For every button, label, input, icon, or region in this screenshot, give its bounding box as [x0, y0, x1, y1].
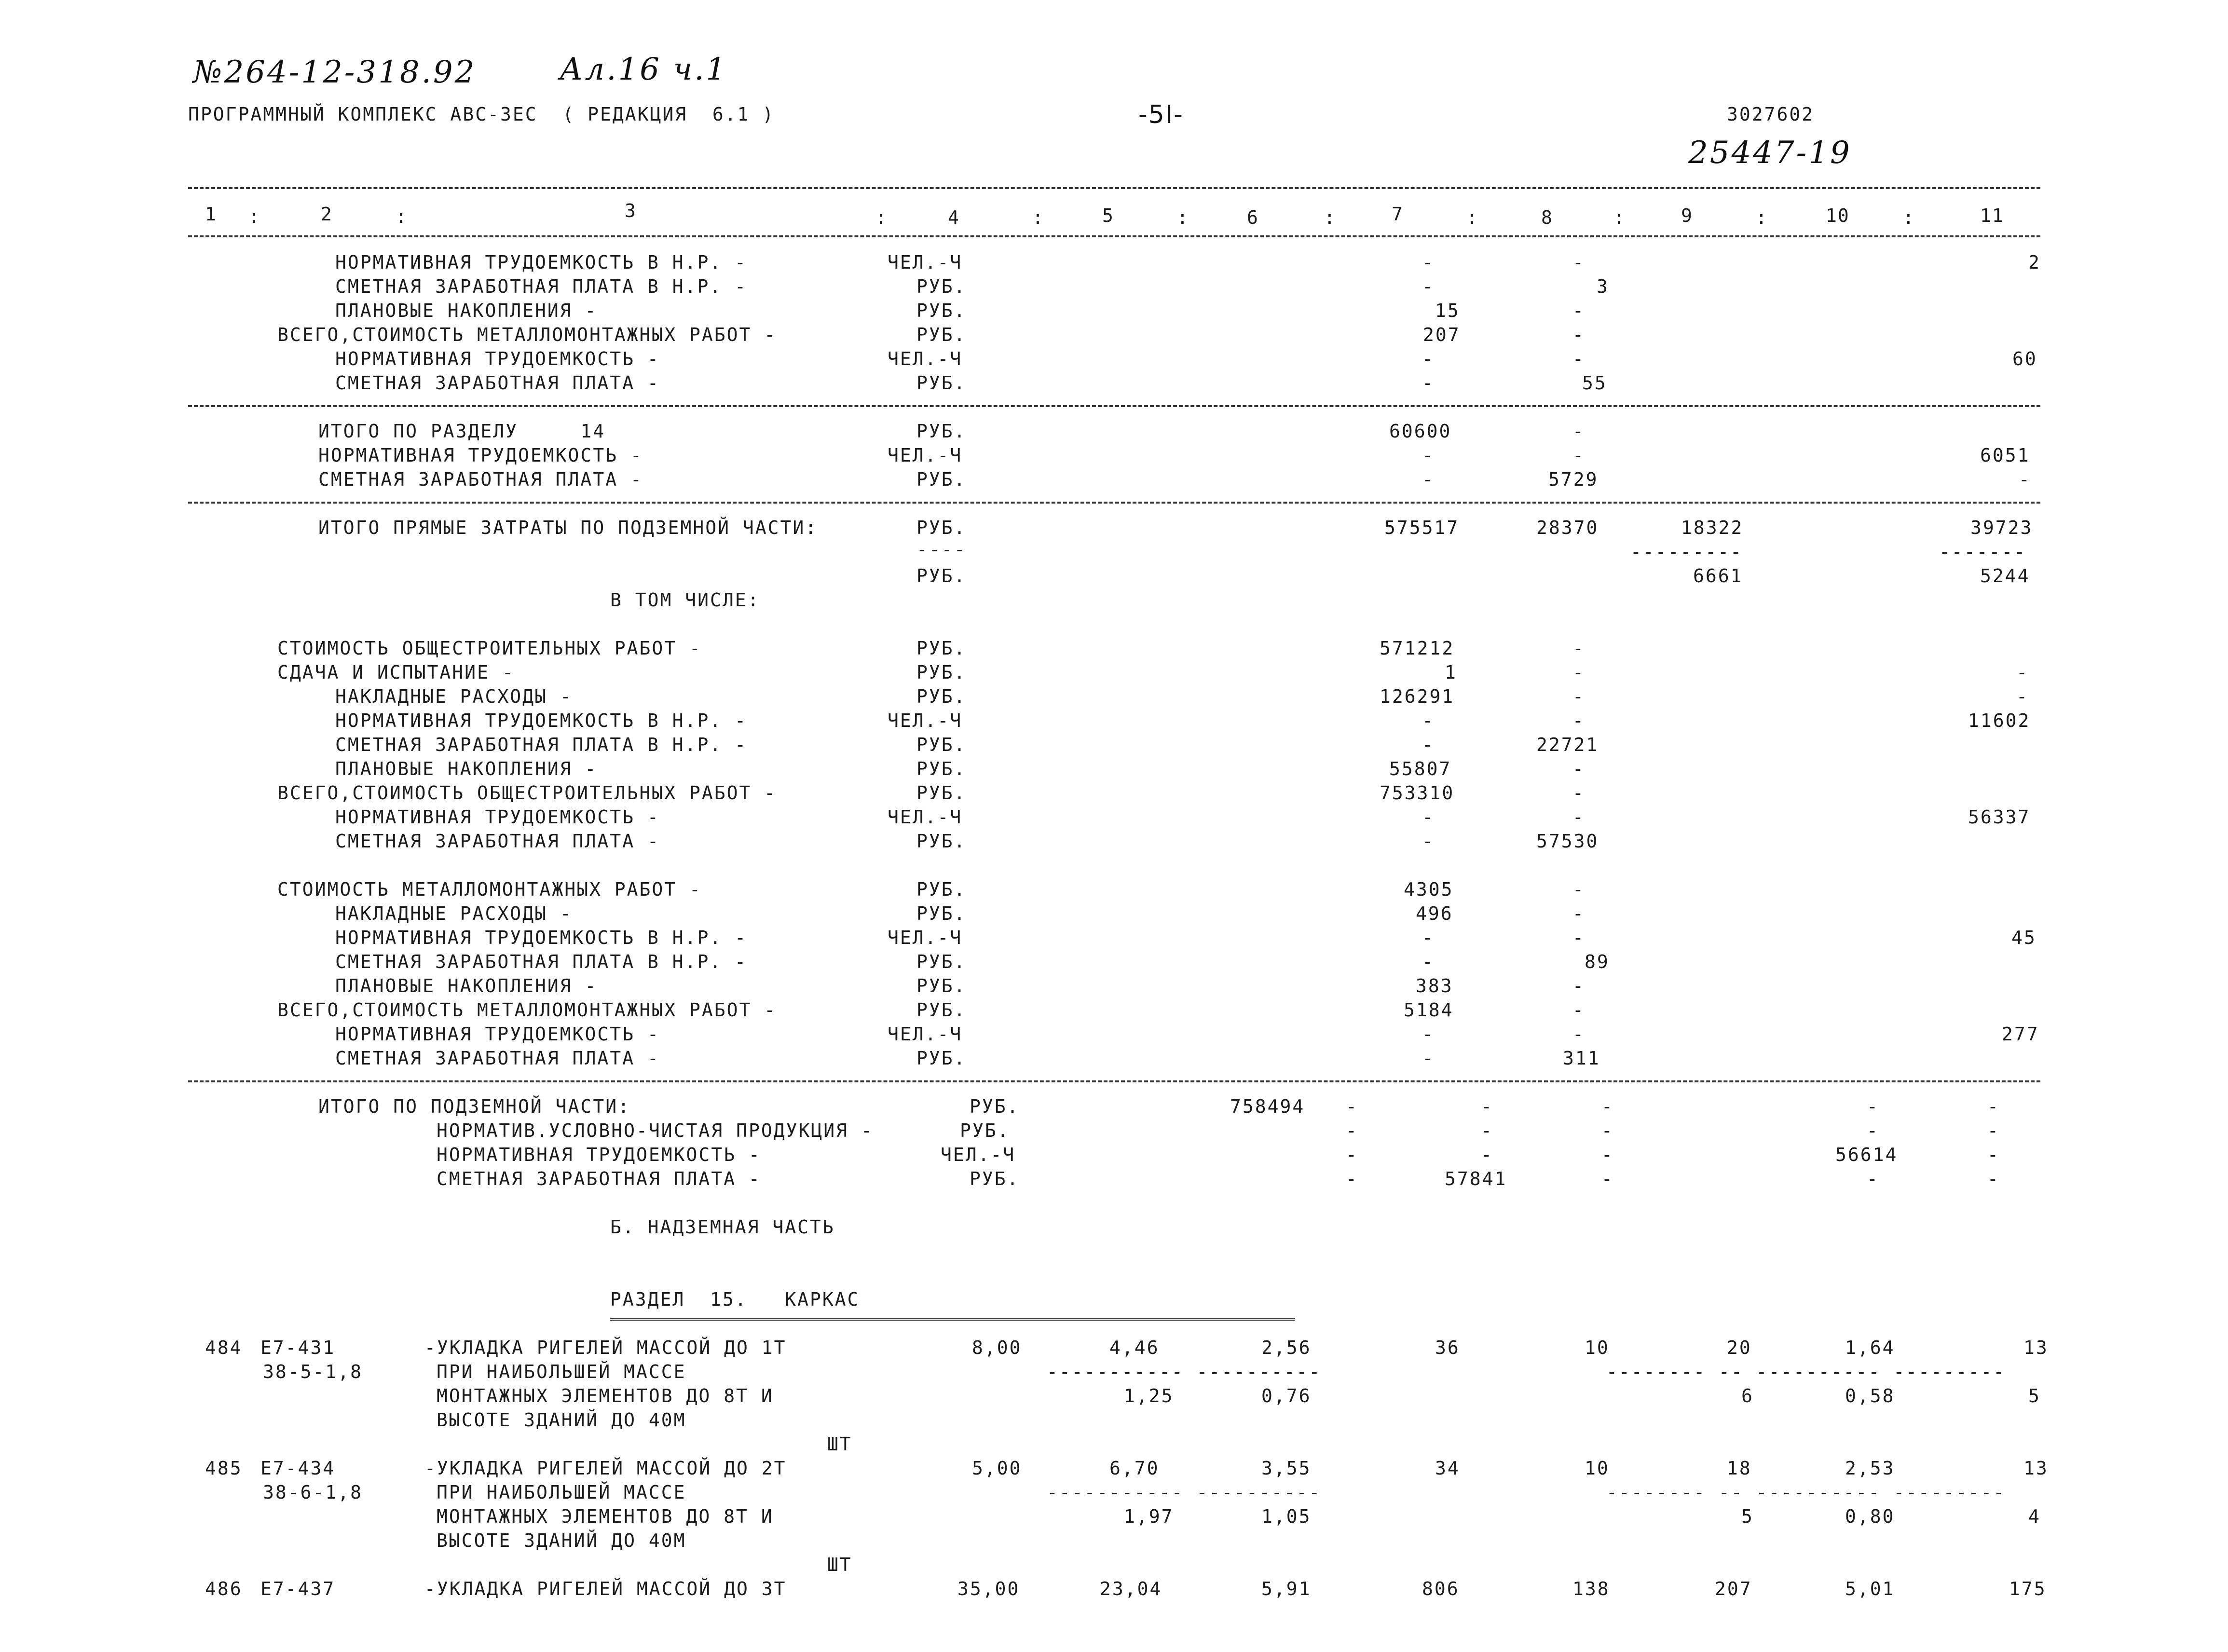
cell-c8: -	[1572, 879, 1585, 900]
unit: РУБ.	[916, 999, 967, 1021]
unit: РУБ.	[916, 1048, 967, 1069]
cell-c8: 5729	[1548, 469, 1599, 490]
cell-c8: -	[1572, 710, 1585, 731]
unit: ЧЕЛ.-Ч	[888, 806, 963, 828]
cell-c8: 57841	[1445, 1168, 1507, 1189]
cell-c8: -	[1572, 445, 1585, 466]
row-label: НОРМАТИВНАЯ ТРУДОЕМКОСТЬ В Н.Р. -	[335, 252, 747, 273]
row-label: ПЛАНОВЫЕ НАКОПЛЕНИЯ -	[335, 300, 598, 321]
cell-c7: 1	[1445, 662, 1457, 683]
cell-c7: 36	[1435, 1337, 1460, 1358]
cell-c5: 6,70	[1109, 1458, 1160, 1479]
cell-c8: 311	[1563, 1048, 1600, 1069]
cell-c8: 89	[1585, 951, 1610, 972]
cell-c11: 5	[2028, 1385, 2041, 1406]
cell-c7: -	[1422, 445, 1435, 466]
col-9: 9	[1681, 205, 1693, 226]
cell-c8: -	[1572, 1024, 1585, 1045]
cell-c7: 4305	[1404, 879, 1454, 900]
unit: РУБ.	[916, 517, 967, 538]
cell-c7: -	[1422, 469, 1435, 490]
row-label: ВСЕГО,СТОИМОСТЬ МЕТАЛЛОМОНТАЖНЫХ РАБОТ -	[277, 324, 777, 345]
cell-c11: 175	[2009, 1578, 2047, 1599]
cell-c7: 5184	[1404, 999, 1454, 1021]
row-label: НОРМАТИВНАЯ ТРУДОЕМКОСТЬ -	[335, 348, 660, 369]
cell-c8: -	[1572, 252, 1585, 273]
row-label: СМЕТНАЯ ЗАРАБОТНАЯ ПЛАТА -	[335, 372, 660, 394]
item-unit: ШТ	[827, 1434, 852, 1455]
cell-c10: 56614	[1835, 1144, 1898, 1165]
row-label: НОРМАТИВНАЯ ТРУДОЕМКОСТЬ -	[335, 806, 660, 828]
handwritten-album: Ал.16 ч.1	[560, 52, 728, 87]
cell-c8: 138	[1572, 1578, 1610, 1599]
col-1: 1	[205, 204, 217, 225]
cell-c7: -	[1422, 734, 1435, 755]
cell-c6: 0,76	[1261, 1385, 1312, 1406]
cell-c8: 10	[1585, 1458, 1610, 1479]
row-label: НОРМАТИВНАЯ ТРУДОЕМКОСТЬ В Н.Р. -	[335, 710, 747, 731]
handwritten-number: 25447-19	[1688, 135, 1852, 171]
cell-c11: -	[2016, 662, 2029, 683]
cell-c9: 18	[1727, 1458, 1752, 1479]
cell-c4: 8,00	[972, 1337, 1022, 1358]
cell-c9: 20	[1727, 1337, 1752, 1358]
document-code: 3027602	[1727, 104, 1815, 125]
cell-c8: -	[1572, 782, 1585, 804]
item-code: Е7-437	[260, 1578, 336, 1599]
item-number: 486	[205, 1578, 243, 1599]
cell-c11: 277	[2002, 1024, 2039, 1045]
cell-c11: 60	[2012, 348, 2037, 369]
cell-c9: 5	[1741, 1506, 1754, 1527]
cell-c8: -	[1572, 324, 1585, 345]
cell-c9: 18322	[1681, 517, 1744, 538]
double-rule	[610, 1318, 1295, 1321]
row-label: ПЛАНОВЫЕ НАКОПЛЕНИЯ -	[335, 975, 598, 997]
cell-c8: 22721	[1536, 734, 1599, 755]
unit: ЧЕЛ.-Ч	[888, 927, 963, 948]
cell-c8: -	[1572, 806, 1585, 828]
cell-c7: -	[1422, 710, 1435, 731]
cell-c8: -	[1572, 903, 1585, 924]
cell-c7: -	[1422, 927, 1435, 948]
row-label: НОРМАТИВНАЯ ТРУДОЕМКОСТЬ -	[335, 1024, 660, 1045]
cell-c10: 0,58	[1845, 1385, 1895, 1406]
unit: РУБ.	[916, 831, 967, 852]
unit: РУБ.	[916, 734, 967, 755]
col-8: 8	[1541, 207, 1553, 228]
row-label: ИТОГО ПО ПОДЗЕМНОЙ ЧАСТИ:	[318, 1096, 630, 1117]
cell-c11: 13	[2023, 1458, 2049, 1479]
cell-c5: 4,46	[1109, 1337, 1160, 1358]
col-4: 4	[948, 207, 960, 228]
cell-c7: 575517	[1384, 517, 1460, 538]
item-description: ВЫСОТЕ ЗДАНИЙ ДО 40М	[437, 1409, 686, 1431]
item-unit: ШТ	[827, 1554, 852, 1575]
row-label: НОРМАТИВ.УСЛОВНО-ЧИСТАЯ ПРОДУКЦИЯ -	[437, 1120, 874, 1141]
cell-c7: -	[1422, 276, 1435, 297]
cell-c8: 55	[1582, 372, 1607, 394]
cell-c9: 207	[1715, 1578, 1752, 1599]
cell-c7: 496	[1416, 903, 1453, 924]
row-label: ИТОГО ПО РАЗДЕЛУ 14	[318, 421, 606, 442]
cell-c7: 753310	[1380, 782, 1455, 804]
cell-c8: 10	[1585, 1337, 1610, 1358]
unit: ЧЕЛ.-Ч	[888, 445, 963, 466]
cell-c11: 11602	[1968, 710, 2031, 731]
cell-c7: -	[1422, 806, 1435, 828]
cell-c8: -	[1572, 300, 1585, 321]
cell-c10: 5,01	[1845, 1578, 1895, 1599]
cell-c8: -	[1572, 758, 1585, 779]
cell-c7: 34	[1435, 1458, 1460, 1479]
cell-c6: 1,05	[1261, 1506, 1312, 1527]
cell-c6: 2,56	[1261, 1337, 1312, 1358]
cell-c11: -	[2019, 469, 2031, 490]
col-3: 3	[625, 200, 637, 221]
page-number: -5I-	[1138, 100, 1184, 129]
row-label: ВСЕГО,СТОИМОСТЬ МЕТАЛЛОМОНТАЖНЫХ РАБОТ -	[277, 999, 777, 1021]
unit: РУБ.	[916, 879, 967, 900]
cell-c8: -	[1572, 999, 1585, 1021]
cell-c6: 758494	[1230, 1096, 1305, 1117]
col-2: 2	[321, 204, 333, 225]
unit: РУБ.	[916, 638, 967, 659]
cell-c11: 2	[2028, 252, 2041, 273]
cell-c11: 5244	[1980, 565, 2030, 587]
cell-c8: -	[1572, 662, 1585, 683]
cell-c10: 0,80	[1845, 1506, 1895, 1527]
item-code: Е7-434	[260, 1458, 336, 1479]
cell-c11: 45	[2011, 927, 2037, 948]
cell-c11: 6051	[1980, 445, 2030, 466]
cell-c8: -	[1572, 975, 1585, 997]
row-label: СМЕТНАЯ ЗАРАБОТНАЯ ПЛАТА -	[335, 831, 660, 852]
unit: РУБ.	[916, 975, 967, 997]
document-page: №264-12-318.92 Ал.16 ч.1 ПРОГРАММНЫЙ КОМПЛЕКС АВС-3ЕС ( РЕДАКЦИЯ 6.1 ) -5I- 3027602 25447-19 1 2 3 4 5 6 7 8 9 10 11 : : : : : : : : : : НОРМАТИВНАЯ ТРУДОЕМКОСТЬ В Н.Р. - СМЕТНАЯ ЗАРАБОТНАЯ ПЛАТА В Н.Р. - ПЛАНОВЫЕ НАКОПЛЕНИЯ - ВСЕГО,СТОИМОСТЬ МЕТАЛЛОМОНТАЖНЫХ РАБОТ - НОРМАТИВНАЯ ТРУДОЕМКОСТЬ - СМЕТНАЯ ЗАРАБОТНАЯ ПЛАТА - ЧЕЛ.-Ч РУБ. РУБ. РУБ. ЧЕЛ.-Ч РУБ. - - 15 207 - - - 3 - - - 55 2 60 ИТОГО ПО РАЗДЕЛУ 14 НОРМАТИВНАЯ ТРУДОЕМКОСТЬ - СМЕТНАЯ ЗАРАБОТНАЯ ПЛАТА - РУБ. ЧЕЛ.-Ч РУБ. 60600 - - - - 5729 6051 - ИТОГО ПРЯМЫЕ ЗАТРАТЫ ПО ПОДЗЕМНОЙ ЧАСТИ: РУБ. ---- 575517 28370 18322 --------- 39723 ------- РУБ. 6661 5244 В ТОМ ЧИСЛЕ: СТОИМОСТЬ ОБЩЕСТРОИТЕЛЬНЫХ РАБОТ - СДАЧА И ИСПЫТАНИЕ - НАКЛАДНЫЕ РАСХОДЫ - НОРМАТИВНАЯ ТРУДОЕМКОСТЬ В Н.Р. - СМЕТНАЯ ЗАРАБОТНАЯ ПЛАТА В Н.Р. - ПЛАНОВЫЕ НАКОПЛЕНИЯ - ВСЕГО,СТОИМОСТЬ ОБЩЕСТРОИТЕЛЬНЫХ РАБОТ - НОРМАТИВНАЯ ТРУДОЕМКОСТЬ - СМЕТНАЯ ЗАРАБОТНАЯ ПЛАТА - РУБ. РУБ. РУБ. ЧЕЛ.-Ч РУБ. РУБ. РУБ. ЧЕЛ.-Ч РУБ. 571212 1 126291 - - 55807 753310 - - - - - - 22721 - - - 57530 - - 11602 56337 СТОИМОСТЬ МЕТАЛЛОМОНТАЖНЫХ РАБОТ - НАКЛАДНЫЕ РАСХОДЫ - НОРМАТИВНАЯ ТРУДОЕМКОСТЬ В Н.Р. - СМЕТНАЯ ЗАРАБОТНАЯ ПЛАТА В Н.Р. - ПЛАНОВЫЕ НАКОПЛЕНИЯ - ВСЕГО,СТОИМОСТЬ МЕТАЛЛОМОНТАЖНЫХ РАБОТ - НОРМАТИВНАЯ ТРУДОЕМКОСТЬ - СМЕТНАЯ ЗАРАБОТНАЯ ПЛАТА - РУБ. РУБ. ЧЕЛ.-Ч РУБ. РУБ. РУБ. ЧЕЛ.-Ч РУБ. 4305 496 - - 383 5184 - - - - - 89 - - - 311 45 277 ИТОГО ПО ПОДЗЕМНОЙ ЧАСТИ: НОРМАТИВ.УСЛОВНО-ЧИСТАЯ ПРОДУКЦИЯ - НОРМАТИВНАЯ ТРУДОЕМКОСТЬ - СМЕТНАЯ ЗАРАБОТНАЯ ПЛАТА - РУБ. РУБ. ЧЕЛ.-Ч РУБ. 758494 - - - - - - - 57841 - - - - - - 56614 - - - - - Б. НАДЗЕМНАЯ ЧАСТЬ РАЗДЕЛ 15. КАРКАС 484 Е7-431 38-5-1,8 -УКЛАДКА РИГЕЛЕЙ МАССОЙ ДО 1Т ПРИ НАИБОЛЬШЕЙ МАССЕ МОНТАЖНЫХ ЭЛЕМЕНТОВ ДО 8Т И ВЫСОТЕ ЗДАНИЙ ДО 40М ШТ 8,00 4,46 2,56 36 10 20 1,64 13 ----------- ---------- -------- -- ---------- --------- 1,25 0,76 6 0,58 5 485 Е7-434 38-6-1,8 -УКЛАДКА РИГЕЛЕЙ МАССОЙ ДО 2Т ПРИ НАИБОЛЬШЕЙ МАССЕ МОНТАЖНЫХ ЭЛЕМЕНТОВ ДО 8Т И ВЫСОТЕ ЗДАНИЙ ДО 40М ШТ 5,00 6,70 3,55 34 10 18 2,53 13 ----------- ---------- -------- -- ---------- --------- 1,97 1,05 5 0,80 4 486 Е7-437 -УКЛАДКА РИГЕЛЕЙ МАССОЙ ДО 3Т 35,00 23,04 5,91 806 138 207 5,01 175	[188, 52, 2049, 1599]
cell-c8: -	[1572, 686, 1585, 707]
col-7: 7	[1392, 204, 1404, 225]
item-number: 484	[205, 1337, 243, 1358]
row-label: СМЕТНАЯ ЗАРАБОТНАЯ ПЛАТА В Н.Р. -	[335, 276, 747, 297]
unit: РУБ.	[916, 469, 967, 490]
cell-c8: -	[1572, 638, 1585, 659]
unit: ЧЕЛ.-Ч	[888, 348, 963, 369]
row-label: НОРМАТИВНАЯ ТРУДОЕМКОСТЬ В Н.Р. -	[335, 927, 747, 948]
cell-c8: 57530	[1536, 831, 1599, 852]
unit: РУБ.	[916, 903, 967, 924]
unit: РУБ.	[916, 276, 967, 297]
cell-c11: 4	[2028, 1506, 2041, 1527]
unit: ЧЕЛ.-Ч	[888, 1024, 963, 1045]
row-label: СМЕТНАЯ ЗАРАБОТНАЯ ПЛАТА -	[335, 1048, 660, 1069]
rule	[188, 1080, 2040, 1082]
cell-c9: 6	[1741, 1385, 1754, 1406]
item-description: -УКЛАДКА РИГЕЛЕЙ МАССОЙ ДО 3Т	[424, 1578, 787, 1599]
unit: РУБ.	[916, 951, 967, 972]
cell-c7: -	[1422, 348, 1435, 369]
item-code: Е7-431	[260, 1337, 336, 1358]
cell-c7: 55807	[1389, 758, 1452, 779]
unit: ЧЕЛ.-Ч	[941, 1144, 1016, 1165]
unit: РУБ.	[916, 565, 967, 587]
unit: РУБ.	[916, 686, 967, 707]
cell-c7: -	[1422, 951, 1435, 972]
cell-c8: -	[1572, 927, 1585, 948]
row-label: НАКЛАДНЫЕ РАСХОДЫ -	[335, 686, 573, 707]
unit: РУБ.	[960, 1120, 1010, 1141]
cell-c9: 6661	[1693, 565, 1743, 587]
handwritten-reference: №264-12-318.92	[193, 55, 477, 90]
cell-c10: 1,64	[1845, 1337, 1895, 1358]
cell-c7: 571212	[1380, 638, 1455, 659]
item-subcode: 38-5-1,8	[263, 1361, 363, 1382]
subheading: В ТОМ ЧИСЛЕ:	[610, 589, 760, 611]
unit: ЧЕЛ.-Ч	[888, 710, 963, 731]
unit: РУБ.	[916, 324, 967, 345]
row-label: НОРМАТИВНАЯ ТРУДОЕМКОСТЬ -	[318, 445, 643, 466]
row-label: СМЕТНАЯ ЗАРАБОТНАЯ ПЛАТА В Н.Р. -	[335, 951, 747, 972]
unit: РУБ.	[916, 662, 967, 683]
unit: РУБ.	[916, 782, 967, 804]
row-label: СМЕТНАЯ ЗАРАБОТНАЯ ПЛАТА -	[437, 1168, 761, 1189]
cell-c7: 383	[1416, 975, 1453, 997]
item-description: ВЫСОТЕ ЗДАНИЙ ДО 40М	[437, 1530, 686, 1551]
item-number: 485	[205, 1458, 243, 1479]
cell-c11: -	[2016, 686, 2029, 707]
cell-c11: 56337	[1968, 806, 2031, 828]
cell-c11: 13	[2023, 1337, 2049, 1358]
row-label: СМЕТНАЯ ЗАРАБОТНАЯ ПЛАТА В Н.Р. -	[335, 734, 747, 755]
item-description: -УКЛАДКА РИГЕЛЕЙ МАССОЙ ДО 1Т	[424, 1337, 787, 1358]
cell-c7: 207	[1423, 324, 1461, 345]
row-label: СТОИМОСТЬ ОБЩЕСТРОИТЕЛЬНЫХ РАБОТ -	[277, 638, 702, 659]
item-description: ПРИ НАИБОЛЬШЕЙ МАССЕ	[437, 1361, 686, 1382]
program-title: ПРОГРАММНЫЙ КОМПЛЕКС АВС-3ЕС ( РЕДАКЦИЯ 6.1 )	[188, 104, 775, 125]
cell-c7: 60600	[1389, 421, 1452, 442]
rule	[188, 187, 2040, 189]
rule	[188, 405, 2040, 407]
cell-c5: 1,25	[1124, 1385, 1174, 1406]
cell-c4: 35,00	[957, 1578, 1020, 1599]
cell-c7: 15	[1435, 300, 1460, 321]
item-description: МОНТАЖНЫХ ЭЛЕМЕНТОВ ДО 8Т И	[437, 1506, 774, 1527]
cell-c7: -	[1422, 1024, 1435, 1045]
unit: РУБ.	[970, 1096, 1020, 1117]
cell-c11: 39723	[1970, 517, 2033, 538]
cell-c8: 3	[1597, 276, 1609, 297]
item-description: -УКЛАДКА РИГЕЛЕЙ МАССОЙ ДО 2Т	[424, 1458, 787, 1479]
cell-c7: -	[1422, 252, 1435, 273]
cell-c7: -	[1422, 831, 1435, 852]
item-subcode: 38-6-1,8	[263, 1482, 363, 1503]
cell-c5: 23,04	[1100, 1578, 1162, 1599]
row-label: ВСЕГО,СТОИМОСТЬ ОБЩЕСТРОИТЕЛЬНЫХ РАБОТ -	[277, 782, 777, 804]
unit: РУБ.	[916, 758, 967, 779]
cell-c6: 3,55	[1261, 1458, 1312, 1479]
unit: ЧЕЛ.-Ч	[888, 252, 963, 273]
row-label: НОРМАТИВНАЯ ТРУДОЕМКОСТЬ -	[437, 1144, 761, 1165]
col-11: 11	[1980, 205, 2004, 226]
col-10: 10	[1826, 205, 1850, 226]
row-label: СДАЧА И ИСПЫТАНИЕ -	[277, 662, 515, 683]
cell-c7: -	[1422, 372, 1435, 394]
rule	[188, 502, 2040, 504]
unit: РУБ.	[916, 372, 967, 394]
cell-c4: 5,00	[972, 1458, 1022, 1479]
cell-c10: 2,53	[1845, 1458, 1895, 1479]
cell-c6: 5,91	[1261, 1578, 1312, 1599]
unit: РУБ.	[970, 1168, 1020, 1189]
row-label: СМЕТНАЯ ЗАРАБОТНАЯ ПЛАТА -	[318, 469, 643, 490]
cell-c8: -	[1572, 421, 1585, 442]
rule	[188, 235, 2040, 237]
row-label: ПЛАНОВЫЕ НАКОПЛЕНИЯ -	[335, 758, 598, 779]
razdel-heading: РАЗДЕЛ 15. КАРКАС	[610, 1289, 860, 1310]
item-description: МОНТАЖНЫХ ЭЛЕМЕНТОВ ДО 8Т И	[437, 1385, 774, 1406]
col-5: 5	[1102, 205, 1114, 226]
cell-c7: 126291	[1380, 686, 1455, 707]
row-label: СТОИМОСТЬ МЕТАЛЛОМОНТАЖНЫХ РАБОТ -	[277, 879, 702, 900]
unit: РУБ.	[916, 300, 967, 321]
cell-c8: 28370	[1536, 517, 1599, 538]
cell-c5: 1,97	[1124, 1506, 1174, 1527]
cell-c8: -	[1572, 348, 1585, 369]
unit: РУБ.	[916, 421, 967, 442]
row-label: ИТОГО ПРЯМЫЕ ЗАТРАТЫ ПО ПОДЗЕМНОЙ ЧАСТИ:	[318, 517, 818, 538]
cell-c7: -	[1422, 1048, 1435, 1069]
row-label: НАКЛАДНЫЕ РАСХОДЫ -	[335, 903, 573, 924]
cell-c7: 806	[1422, 1578, 1460, 1599]
section-heading: Б. НАДЗЕМНАЯ ЧАСТЬ	[610, 1216, 835, 1238]
col-6: 6	[1247, 207, 1259, 228]
item-description: ПРИ НАИБОЛЬШЕЙ МАССЕ	[437, 1482, 686, 1503]
